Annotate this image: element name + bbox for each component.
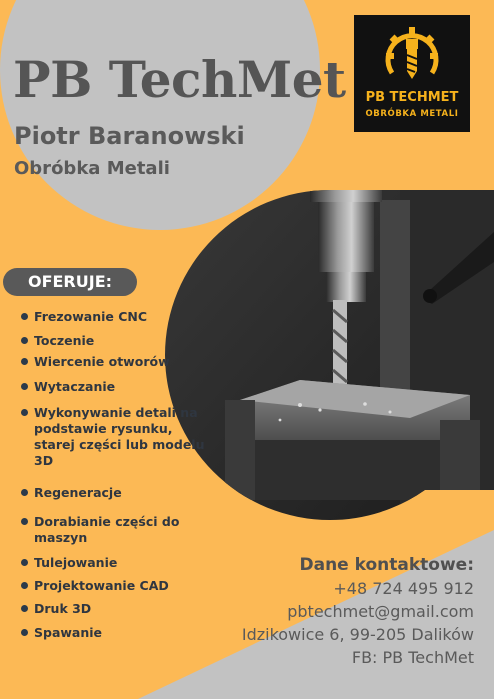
company-subtitle: Obróbka Metali <box>14 158 170 179</box>
bullet-icon <box>21 518 28 525</box>
list-item: Dorabianie części do maszyn <box>18 514 193 546</box>
contact-block <box>242 555 474 667</box>
contact-phone[interactable]: +48 724 495 912 <box>333 579 474 598</box>
company-logo <box>354 15 470 132</box>
list-item: Wytaczanie <box>18 379 208 395</box>
list-item: Regeneracje <box>18 485 208 501</box>
list-item: Spawanie <box>18 625 208 641</box>
logo-tagline: OBRÓBKA METALI <box>365 109 459 119</box>
gear-drill-icon <box>382 27 442 87</box>
list-item: Wykonywanie detali na podstawie rysunku, starej części lub modelu 3D <box>18 405 213 469</box>
list-item: Frezowanie CNC <box>18 309 208 325</box>
owner-name: Piotr Baranowski <box>14 122 245 150</box>
contact-email[interactable]: pbtechmet@gmail.com <box>287 602 474 621</box>
contact-facebook[interactable]: FB: PB TechMet <box>351 648 474 667</box>
list-item: Toczenie <box>18 333 208 349</box>
list-item: Druk 3D <box>18 601 208 617</box>
list-item: Projektowanie CAD <box>18 578 208 594</box>
bullet-icon <box>21 409 28 416</box>
bullet-icon <box>21 383 28 390</box>
bullet-icon <box>21 489 28 496</box>
list-item: Wiercenie otworów <box>18 354 208 370</box>
bullet-icon <box>21 313 28 320</box>
bullet-icon <box>21 582 28 589</box>
offer-heading-badge <box>3 268 137 296</box>
contact-address: Idzikowice 6, 99-205 Dalików <box>241 625 474 644</box>
bullet-icon <box>21 337 28 344</box>
bullet-icon <box>21 605 28 612</box>
list-item: Tulejowanie <box>18 555 208 571</box>
logo-name: PB TECHMET <box>365 90 459 105</box>
bullet-icon <box>21 559 28 566</box>
contact-heading: Dane kontaktowe: <box>299 555 474 575</box>
company-title: PB TechMet <box>13 50 346 109</box>
bullet-icon <box>21 358 28 365</box>
bullet-icon <box>21 629 28 636</box>
offer-heading: OFERUJE: <box>27 272 113 291</box>
